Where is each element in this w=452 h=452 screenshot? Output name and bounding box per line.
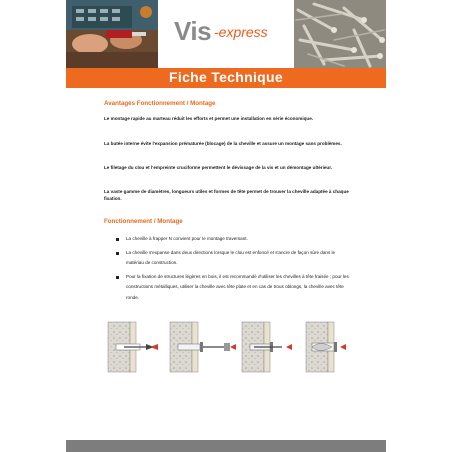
screws-photo [294, 0, 386, 68]
title-banner [66, 68, 386, 88]
bullet-square-icon [116, 252, 119, 255]
diagram-step-1 [108, 322, 158, 372]
paragraph-3: Le filetage du clou et l'empreinte cruciforme permettent le dévissage de la vis et un démontage ultérieur. [104, 165, 333, 170]
footer-bar [66, 440, 386, 452]
bullet-square-icon [116, 238, 119, 241]
list-item [116, 272, 354, 304]
vis-express-logo [174, 16, 284, 46]
banner-title: Fiche Technique [169, 69, 283, 85]
bullet-square-icon [116, 276, 119, 279]
bullet-text: La cheville à frapper N convient pour le montage traversant. [126, 236, 248, 241]
paragraph-4: La vaste gamme de diamètres, longueurs utiles et formes de tête permet de trouver la cheville adaptée à chaque fixation. [104, 189, 349, 201]
list-item [116, 248, 354, 269]
bullet-text: Pour la fixation de structures légères en bois, il est recommandé d'utiliser les chevilles à tête fraisée ; pour les constructions métalliques, utiliser la cheville avec tête plate et en cas de trous oblongs, la cheville avec tête ronde. [126, 273, 349, 300]
header [66, 0, 386, 68]
document-page [66, 0, 386, 452]
diagram-step-4 [306, 322, 346, 372]
paragraph-2: La butée interne évite l'expansion prématurée (blocage) de la cheville et assure un montage sans problèmes. [104, 141, 342, 146]
logo-express-text: -express [214, 24, 268, 40]
logo-vis-text: Vis [174, 16, 212, 46]
bullet-list [116, 234, 354, 306]
diagram-step-2 [170, 322, 236, 372]
installation-diagrams [106, 318, 356, 374]
list-item [116, 234, 354, 245]
bullet-text: La cheville s'expanse dans deux directions lorsque le clou est enfoncé et s'ancre de façon sûre dans le matériau de construction. [126, 249, 336, 265]
diagram-step-3 [242, 322, 292, 372]
section-heading-advantages: Avantages Fonctionnement / Montage [104, 100, 216, 107]
paragraph-1: Le montage rapide au marteau réduit les efforts et permet une installation en série économique. [104, 116, 314, 121]
tools-photo [66, 0, 158, 68]
section-heading-montage: Fonctionnement / Montage [104, 218, 183, 225]
